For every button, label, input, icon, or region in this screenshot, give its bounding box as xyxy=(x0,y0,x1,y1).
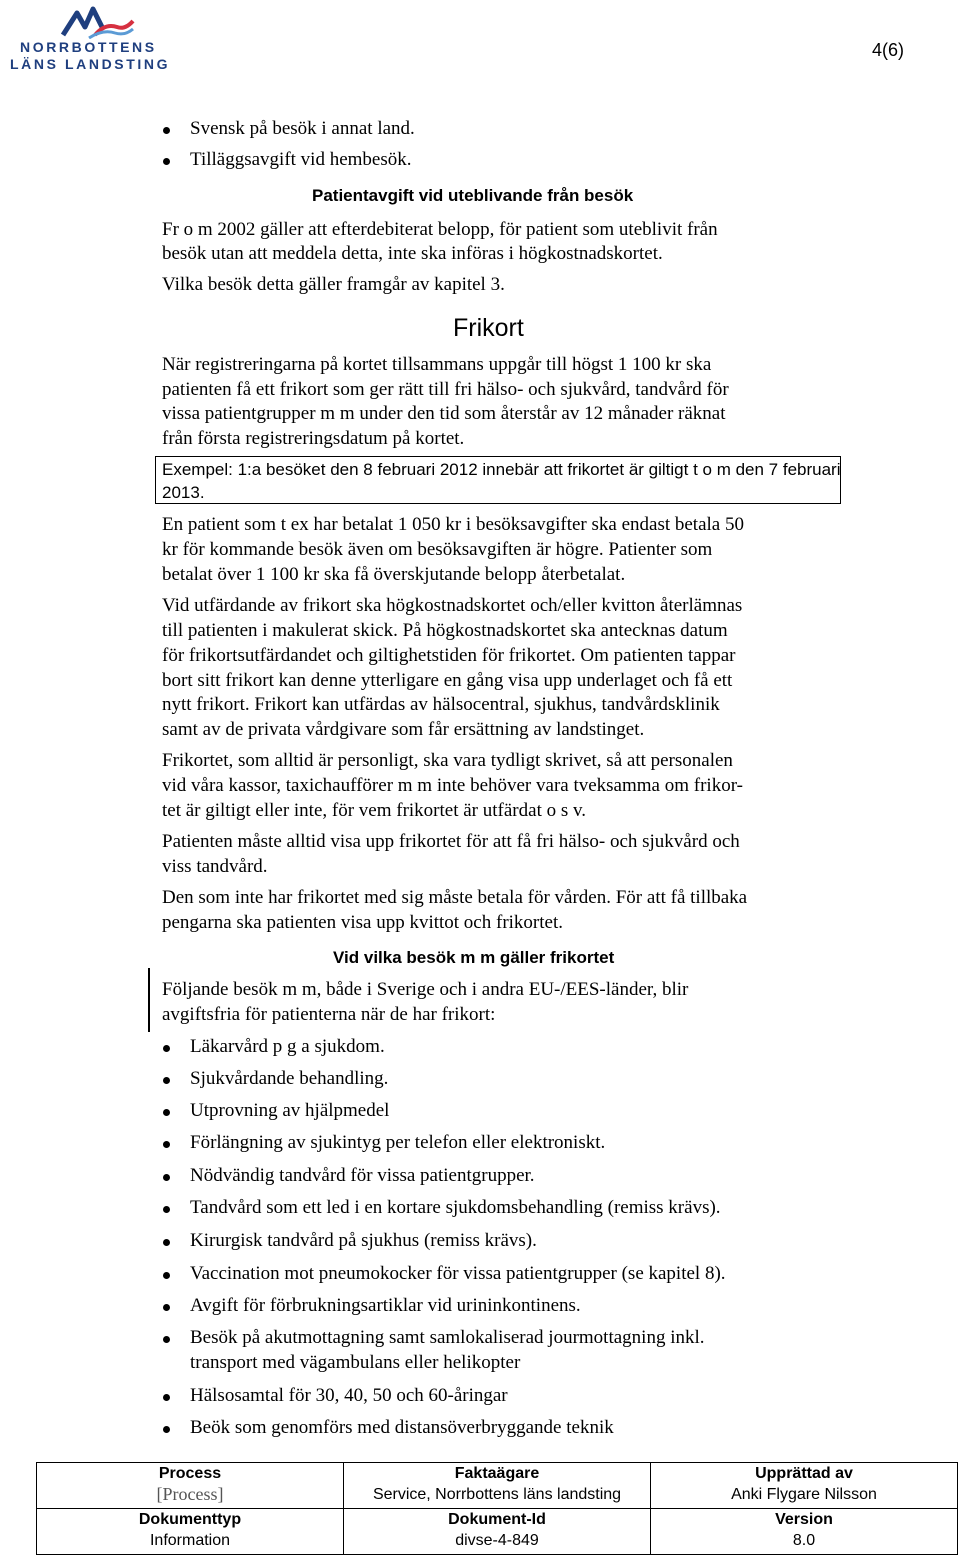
paragraph-line: Den som inte har frikortet med sig måste betala för vården. För att få tillbaka xyxy=(162,887,748,908)
paragraph-line: Frikortet, som alltid är personligt, ska vara tydligt skrivet, så att personalen xyxy=(162,750,733,771)
example-line: Exempel: 1:a besöket den 8 februari 2012 innebär att frikortet är giltigt t o m den 7 februari xyxy=(162,460,841,479)
bullet-dot xyxy=(163,1426,170,1433)
footer-value: Service, Norrbottens läns landsting xyxy=(372,1486,622,1503)
paragraph-line: Fr o m 2002 gäller att efterdebiterat belopp, för patient som uteblivit från xyxy=(162,219,718,240)
paragraph-line: för frikortsutfärdandet och giltighetstiden för frikortet. Om patienten tappar xyxy=(162,645,736,666)
revision-bar xyxy=(148,968,150,1032)
list-item: Nödvändig tandvård för vissa patientgrupper. xyxy=(190,1165,535,1186)
bullet-dot xyxy=(163,1109,170,1116)
paragraph-line: till patienten i makulerat skick. På högkostnadskortet ska antecknas datum xyxy=(162,620,728,641)
bullet-dot xyxy=(163,1272,170,1279)
bullet-dot xyxy=(163,1336,170,1343)
page-number: 4(6) xyxy=(871,40,904,60)
list-item: Sjukvårdande behandling. xyxy=(190,1068,389,1089)
paragraph-line: Följande besök m m, både i Sverige och i andra EU-/EES-länder, blir xyxy=(162,979,689,1000)
footer-cell-faktaagare xyxy=(344,1463,651,1509)
footer-cell-upprattad xyxy=(651,1463,958,1509)
list-item: Avgift för förbrukningsartiklar vid urininkontinens. xyxy=(190,1295,581,1316)
paragraph-line: nytt frikort. Frikort kan utfärdas av hälsocentral, sjukhus, tandvårdsklinik xyxy=(162,694,720,715)
example-line: 2013. xyxy=(162,483,205,502)
footer-value: Anki Flygare Nilsson xyxy=(731,1486,877,1503)
chapter-reference-note: Vilka besök detta gäller framgår av kapitel 3. xyxy=(162,274,505,295)
bullet-dot xyxy=(163,127,170,134)
list-item: Utprovning av hjälpmedel xyxy=(190,1100,390,1121)
paragraph-line: viss tandvård. xyxy=(162,856,268,877)
paragraph-line: pengarna ska patienten visa upp kvittot och frikortet. xyxy=(162,912,563,933)
list-item-continuation: transport med vägambulans eller helikopter xyxy=(190,1352,521,1373)
footer-cell-version xyxy=(651,1509,958,1555)
logo-text-line1: NORRBOTTENS xyxy=(20,39,157,55)
bullet-dot xyxy=(163,1394,170,1401)
paragraph-line: En patient som t ex har betalat 1 050 kr i besöksavgifter ska endast betala 50 xyxy=(162,514,744,535)
paragraph-line: tet är giltigt eller inte, för vem frikortet är utfärdat o s v. xyxy=(162,800,587,821)
list-item: Tandvård som ett led i en kortare sjukdomsbehandling (remiss krävs). xyxy=(190,1197,721,1218)
paragraph-line: Vid utfärdande av frikort ska högkostnadskortet och/eller kvitton återlämnas xyxy=(162,595,743,616)
paragraph-line: Patienten måste alltid visa upp frikortet för att få fri hälso- och sjukvård och xyxy=(162,831,740,852)
bullet-dot xyxy=(163,1206,170,1213)
footer-value: [Process] xyxy=(156,1484,224,1504)
list-item: Kirurgisk tandvård på sjukhus (remiss krävs). xyxy=(190,1230,537,1251)
footer-label: Faktaägare xyxy=(454,1465,540,1482)
paragraph-line: samt av de privata vårdgivare som får ersättning av landstinget. xyxy=(162,719,645,740)
paragraph-line: betalat över 1 100 kr ska få överskjutande belopp återbetalat. xyxy=(162,564,626,585)
footer-cell-dokumentid xyxy=(344,1509,651,1555)
list-item: Läkarvård p g a sjukdom. xyxy=(190,1036,385,1057)
bullet-dot xyxy=(163,1239,170,1246)
paragraph-line: När registreringarna på kortet tillsammans uppgår till högst 1 100 kr ska xyxy=(162,354,712,375)
section-heading-vilka-besok: Vid vilka besök m m gäller frikortet xyxy=(333,948,615,967)
footer-value: divse-4-849 xyxy=(455,1532,539,1549)
bullet-dot xyxy=(163,1045,170,1052)
paragraph-line: från första registreringsdatum på kortet. xyxy=(162,428,465,449)
list-item: Förlängning av sjukintyg per telefon eller elektroniskt. xyxy=(190,1132,606,1153)
list-item: Besök på akutmottagning samt samlokaliserad jourmottagning inkl. xyxy=(190,1327,705,1348)
footer-value: Information xyxy=(149,1532,231,1549)
list-item: Svensk på besök i annat land. xyxy=(190,118,415,139)
paragraph-line: avgiftsfria för patienterna när de har frikort: xyxy=(162,1004,496,1025)
footer-cell-dokumenttyp xyxy=(37,1509,344,1555)
landsting-logo xyxy=(10,5,175,71)
footer-label: Process xyxy=(158,1465,222,1482)
paragraph-line: kr för kommande besök även om besöksavgiften är högre. Patienter som xyxy=(162,539,713,560)
logo-emblem-icon xyxy=(55,5,135,39)
paragraph-line: vid våra kassor, taxichaufförer m m inte behöver vara tveksamma om frikor- xyxy=(162,775,743,796)
list-item: Tilläggsavgift vid hembesök. xyxy=(190,149,412,170)
paragraph-line: patienten få ett frikort som ger rätt till fri hälso- och sjukvård, tandvård för xyxy=(162,379,729,400)
section-heading-uteblivande: Patientavgift vid uteblivande från besök xyxy=(312,186,634,205)
footer-label: Dokument-Id xyxy=(448,1511,546,1528)
list-item: Beök som genomförs med distansöverbryggande teknik xyxy=(190,1417,614,1438)
paragraph-line: vissa patientgrupper m m under den tid som återstår av 12 månader räknat xyxy=(162,403,726,424)
footer-label: Dokumenttyp xyxy=(138,1511,242,1528)
footer-value: 8.0 xyxy=(792,1532,816,1549)
document-footer-table xyxy=(36,1462,958,1555)
list-item: Vaccination mot pneumokocker för vissa patientgrupper (se kapitel 8). xyxy=(190,1263,726,1284)
footer-cell-process xyxy=(37,1463,344,1509)
logo-text-line2: LÄNS LANDSTING xyxy=(10,56,171,72)
list-item: Hälsosamtal för 30, 40, 50 och 60-åringar xyxy=(190,1385,508,1406)
paragraph-line: bort sitt frikort kan denne ytterligare en gång visa upp underlaget och få ett xyxy=(162,670,733,691)
bullet-dot xyxy=(163,158,170,165)
bullet-dot xyxy=(163,1304,170,1311)
footer-label: Version xyxy=(775,1511,833,1528)
bullet-dot xyxy=(163,1077,170,1084)
bullet-dot xyxy=(163,1174,170,1181)
footer-label: Upprättad av xyxy=(755,1465,853,1482)
section-heading-frikort: Frikort xyxy=(453,314,524,342)
bullet-dot xyxy=(163,1141,170,1148)
paragraph-line: besök utan att meddela detta, inte ska införas i högkostnadskortet. xyxy=(162,243,663,264)
